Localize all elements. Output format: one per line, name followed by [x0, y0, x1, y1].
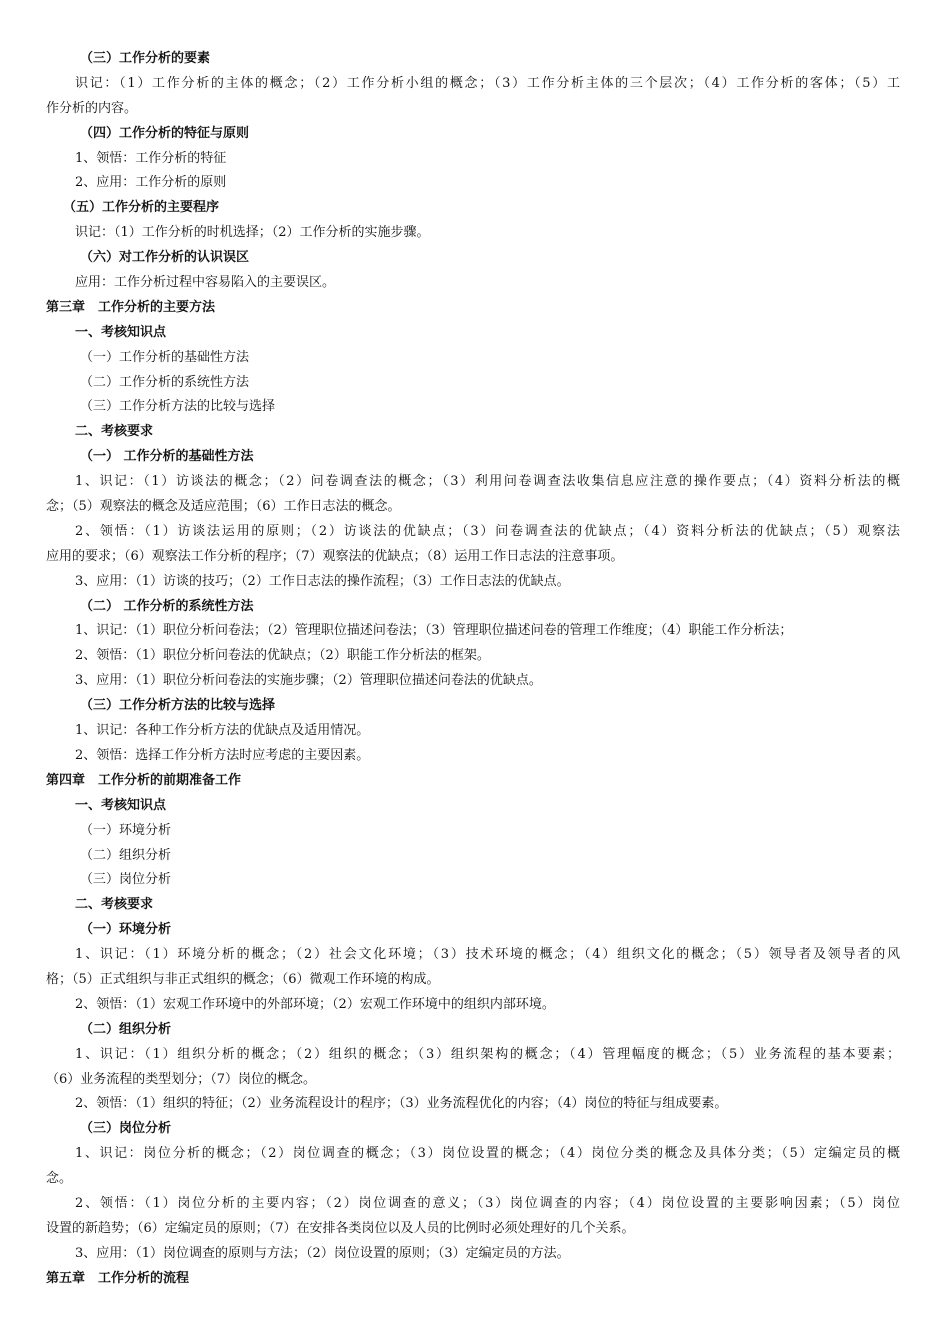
section-heading: 第三章 工作分析的主要方法	[46, 299, 216, 315]
document-page	[0, 47, 950, 1292]
text-line: 2、领悟：（1）宏观工作环境中的外部环境；（2）宏观工作环境中的组织内部环境。	[75, 996, 555, 1012]
section-heading: （三）工作分析的要素	[80, 51, 211, 66]
text-line: （一）环境分析	[80, 822, 172, 838]
section-heading: （二） 工作分析的系统性方法	[80, 598, 254, 614]
text-line: 格；（5）正式组织与非正式组织的概念；（6）微观工作环境的构成。	[46, 971, 440, 987]
section-heading: 二、考核要求	[75, 897, 154, 913]
text-line: （二）工作分析的系统性方法	[80, 374, 250, 390]
section-heading: （五）工作分析的主要程序	[63, 200, 220, 216]
text-line: 作分析的内容。	[46, 100, 138, 116]
text-line: 应用的要求；（6）观察法工作分析的程序；（7）观察法的优缺点；（8）运用工作日志法的注意事项。	[46, 548, 624, 564]
text-line: 2、领悟：（1）岗位分析的主要内容；（2）岗位调查的意义；（3）岗位调查的内容；（4）岗位设置的主要影响因素；（5）岗位	[75, 1195, 900, 1211]
section-heading: （三）工作分析方法的比较与选择	[80, 698, 276, 714]
section-heading: （三）岗位分析	[80, 1121, 172, 1137]
section-heading: 第五章 工作分析的流程	[46, 1270, 190, 1286]
text-line: 1、识记：（1）访谈法的概念；（2）问卷调查法的概念；（3）利用问卷调查法收集信息应注意的操作要点；（4）资料分析法的概	[75, 474, 900, 490]
text-line: 1、领悟：工作分析的特征	[75, 150, 227, 166]
section-heading: （六）对工作分析的认识误区	[80, 250, 250, 266]
section-heading: （四）工作分析的特征与原则	[80, 125, 250, 141]
text-line: 2、应用：工作分析的原则	[75, 175, 227, 191]
text-line: 念；（5）观察法的概念及适应范围；（6）工作日志法的概念。	[46, 499, 401, 515]
text-line: （二）组织分析	[80, 847, 172, 863]
section-heading: 一、考核知识点	[75, 797, 167, 813]
text-line: 3、应用：（1）访谈的技巧；（2）工作日志法的操作流程；（3）工作日志法的优缺点。	[75, 573, 570, 589]
section-heading: （一） 工作分析的基础性方法	[80, 449, 254, 465]
text-line: 1、识记：各种工作分析方法的优缺点及适用情况。	[75, 723, 370, 739]
text-line: 应用：工作分析过程中容易陷入的主要误区。	[75, 275, 336, 291]
text-line: 2、领悟：（1）组织的特征；（2）业务流程设计的程序；（3）业务流程优化的内容；（4）岗位的特征与组成要素。	[75, 1096, 728, 1112]
section-heading: 二、考核要求	[75, 424, 154, 440]
text-line: 1、识记：（1）组织分析的概念；（2）组织的概念；（3）组织架构的概念；（4）管理幅度的概念；（5）业务流程的基本要素；	[75, 1046, 900, 1062]
section-heading: 一、考核知识点	[75, 324, 167, 340]
text-line: 3、应用：（1）职位分析问卷法的实施步骤；（2）管理职位描述问卷法的优缺点。	[75, 673, 542, 689]
section-heading: （一）环境分析	[80, 922, 172, 938]
text-line: 念。	[46, 1171, 73, 1187]
text-line: 1、识记：岗位分析的概念；（2）岗位调查的概念；（3）岗位设置的概念；（4）岗位分类的概念及具体分类；（5）定编定员的概	[75, 1146, 900, 1162]
text-line: 设置的新趋势；（6）定编定员的原则；（7）在安排各类岗位以及人员的比例时必须处理好的几个关系。	[46, 1220, 635, 1236]
text-line: 1、识记：（1）环境分析的概念；（2）社会文化环境；（3）技术环境的概念；（4）组织文化的概念；（5）领导者及领导者的风	[75, 947, 900, 963]
text-line: （一）工作分析的基础性方法	[80, 349, 250, 365]
text-line: （6）业务流程的类型划分；（7）岗位的概念。	[46, 1071, 317, 1087]
text-line: 1、识记：（1）职位分析问卷法；（2）管理职位描述问卷法；（3）管理职位描述问卷的管理工作维度；（4）职能工作分析法；	[75, 623, 793, 639]
text-line: 识记：（1）工作分析的时机选择；（2）工作分析的实施步骤。	[75, 225, 430, 241]
section-heading: 第四章 工作分析的前期准备工作	[46, 772, 242, 788]
text-line: （三）岗位分析	[80, 872, 172, 888]
text-line: 2、领悟：（1）职位分析问卷法的优缺点；（2）职能工作分析法的框架。	[75, 648, 490, 664]
text-line: 3、应用：（1）岗位调查的原则与方法；（2）岗位设置的原则；（3）定编定员的方法。	[75, 1245, 570, 1261]
text-line: （三）工作分析方法的比较与选择	[80, 399, 276, 415]
section-heading: （二）组织分析	[80, 1021, 172, 1037]
text-line: 2、领悟：选择工作分析方法时应考虑的主要因素。	[75, 747, 370, 763]
text-line: 识记：（1）工作分析的主体的概念；（2）工作分析小组的概念；（3）工作分析主体的三个层次；（4）工作分析的客体；（5）工	[75, 75, 900, 91]
text-line: 2、领悟：（1）访谈法运用的原则；（2）访谈法的优缺点；（3）问卷调查法的优缺点；（4）资料分析法的优缺点；（5）观察法	[75, 523, 900, 539]
